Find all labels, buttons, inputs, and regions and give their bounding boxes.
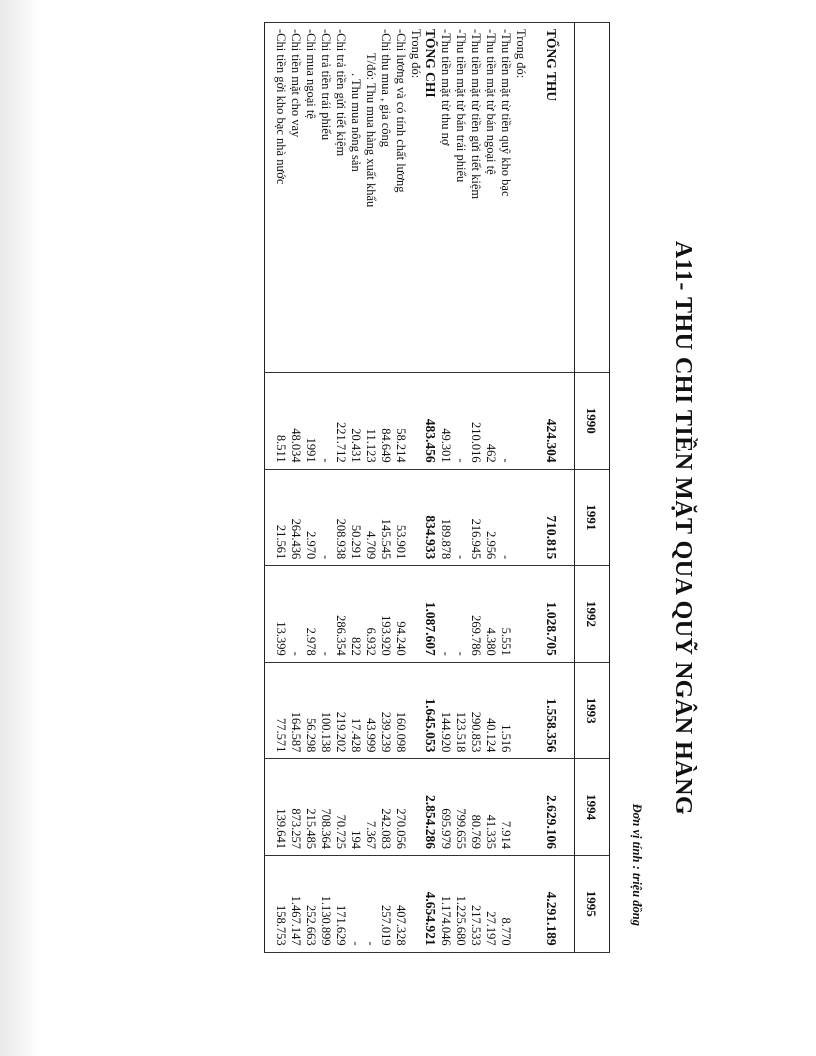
table-cell: 2.956 (483, 469, 498, 566)
table-cell: 21.561 (273, 469, 288, 566)
table-cell: - (498, 373, 513, 470)
table-cell: - (363, 855, 378, 952)
table-cell: 41.335 (483, 759, 498, 856)
table-cell: 219.202 (333, 662, 348, 759)
table-row (288, 23, 303, 953)
table-cell: 4.709 (363, 469, 378, 566)
table-cell: 257.019 (378, 855, 393, 952)
table-cell: 1991 (303, 373, 318, 470)
table-cell: 215.485 (303, 759, 318, 856)
table-cell: 708.364 (318, 759, 333, 856)
table-row (348, 23, 363, 953)
table-cell: 58.214 (393, 373, 408, 470)
table-cell: - (318, 566, 333, 663)
table-cell: 13.399 (273, 566, 288, 663)
table-cell: 208.938 (333, 469, 348, 566)
table-cell: 4.654.921 (423, 855, 438, 952)
table-cell: 216.945 (468, 469, 483, 566)
table-cell: 407.328 (393, 855, 408, 952)
table-cell: 56.298 (303, 662, 318, 759)
table-cell: 160.098 (393, 662, 408, 759)
table-cell: 483.456 (423, 373, 438, 470)
table-cell: 6.932 (363, 566, 378, 663)
total-expense-label: TỔNG CHI (423, 23, 438, 373)
table-cell: 189.878 (438, 469, 453, 566)
row-label: -Chi trả tiền gửi tiết kiệm (333, 23, 348, 373)
table-cell: 20.431 (348, 373, 363, 470)
table-cell: 290.853 (468, 662, 483, 759)
table-cell: 1.174.046 (438, 855, 453, 952)
table-cell: - (453, 469, 468, 566)
year-header: 1991 (575, 469, 610, 566)
total-income-label: TỔNG THU (528, 23, 575, 373)
table-cell: 1.130.899 (318, 855, 333, 952)
table-cell: 2.978 (303, 566, 318, 663)
table-cell: - (348, 855, 363, 952)
table-cell: - (318, 469, 333, 566)
row-label: -Thu tiền mặt từ tiền gửi tiết kiệm (468, 23, 483, 373)
table-row (438, 23, 453, 953)
table-cell: 50.291 (348, 469, 363, 566)
table-cell: 100.138 (318, 662, 333, 759)
header-blank-cell (575, 23, 610, 373)
table-cell: 53.901 (393, 469, 408, 566)
table-cell: 799.655 (453, 759, 468, 856)
table-cell: 7.914 (498, 759, 513, 856)
table-cell: 210.016 (468, 373, 483, 470)
table-row (393, 23, 408, 953)
total-income-row (528, 23, 575, 953)
table-cell: 70.725 (333, 759, 348, 856)
table-cell: 193.920 (378, 566, 393, 663)
table-cell: - (318, 373, 333, 470)
table-cell: - (288, 566, 303, 663)
table-row (273, 23, 288, 953)
table-cell: 252.663 (303, 855, 318, 952)
cash-flow-table (264, 22, 610, 953)
year-header: 1995 (575, 855, 610, 952)
table-cell: 49.301 (438, 373, 453, 470)
table-row (378, 23, 393, 953)
unit-note: Đơn vị tính : triệu đồng (630, 803, 644, 926)
table-row (303, 23, 318, 953)
breakdown-label: Trong đó: (513, 23, 528, 373)
row-label: -Chi tiền mặt cho vay (288, 23, 303, 373)
table-cell: 462 (483, 373, 498, 470)
table-cell: 145.545 (378, 469, 393, 566)
table-cell: 164.587 (288, 662, 303, 759)
table-bottom-spacer (265, 23, 274, 953)
table-cell: 7.367 (363, 759, 378, 856)
table-cell: 2.629.106 (528, 759, 575, 856)
table-cell: 80.769 (468, 759, 483, 856)
table-cell: 8.770 (498, 855, 513, 952)
row-label: -Chi trả tiền trái phiếu (318, 23, 333, 373)
year-header: 1994 (575, 759, 610, 856)
row-label: T/đó: Thu mua hàng xuất khẩu (363, 23, 378, 373)
row-label: -Thu tiền mặt từ thu nợ (438, 23, 453, 373)
table-cell: 269.786 (468, 566, 483, 663)
breakdown-label: Trong đó: (408, 23, 423, 373)
row-label: -Thu tiền mặt từ bán ngoại tệ (483, 23, 498, 373)
row-label: . Thu mua nông sản (348, 23, 363, 373)
table-cell: 1.087.607 (423, 566, 438, 663)
table-cell: 27.197 (483, 855, 498, 952)
row-label: -Chi thu mua , gia công (378, 23, 393, 373)
table-cell: 873.257 (288, 759, 303, 856)
row-label: -Thu tiền mặt từ tiền quỹ kho bạc (498, 23, 513, 373)
table-cell: 194 (348, 759, 363, 856)
table-cell: 1.028.705 (528, 566, 575, 663)
table-cell: 1.558.356 (528, 662, 575, 759)
table-cell: - (438, 566, 453, 663)
table-cell: 264.436 (288, 469, 303, 566)
year-header: 1990 (575, 373, 610, 470)
table-cell: 158.753 (273, 855, 288, 952)
table-cell: 217.533 (468, 855, 483, 952)
table-cell: - (498, 469, 513, 566)
table-cell: 695.979 (438, 759, 453, 856)
table-cell: 8.511 (273, 373, 288, 470)
breakdown-label-row (408, 23, 423, 953)
table-cell: 2.854.286 (423, 759, 438, 856)
table-cell: 4.380 (483, 566, 498, 663)
table-row (333, 23, 348, 953)
table-cell: 171.629 (333, 855, 348, 952)
table-row (363, 23, 378, 953)
table-cell: 84.649 (378, 373, 393, 470)
table-cell: 17.428 (348, 662, 363, 759)
table-cell: 710.815 (528, 469, 575, 566)
table-cell: 40.124 (483, 662, 498, 759)
table-cell: 270.056 (393, 759, 408, 856)
row-label: -Chi lương và có tính chất lương (393, 23, 408, 373)
page-title: A11- THU CHI TIỀN MẶT QUA QUỸ NGÂN HÀNG (670, 240, 696, 816)
total-expense-row (423, 23, 438, 953)
table-cell: 221.712 (333, 373, 348, 470)
table-cell: 77.571 (273, 662, 288, 759)
table-cell: 4.291.189 (528, 855, 575, 952)
table-cell: 1.467.147 (288, 855, 303, 952)
table-cell: 144.920 (438, 662, 453, 759)
table-cell: 139.641 (273, 759, 288, 856)
table-cell: 43.999 (363, 662, 378, 759)
table-cell: 1.645.053 (423, 662, 438, 759)
table-row (318, 23, 333, 953)
table-cell: 1.516 (498, 662, 513, 759)
table-cell: 48.034 (288, 373, 303, 470)
table-cell: 242.083 (378, 759, 393, 856)
table-cell: 5.551 (498, 566, 513, 663)
table-cell: - (453, 566, 468, 663)
table-cell: 239.239 (378, 662, 393, 759)
table-cell: 123.518 (453, 662, 468, 759)
table-cell: - (453, 373, 468, 470)
row-label: -Chi tiền gởi kho bạc nhà nước (273, 23, 288, 373)
table-row (498, 23, 513, 953)
table-row (483, 23, 498, 953)
year-header: 1992 (575, 566, 610, 663)
table-cell: 94.240 (393, 566, 408, 663)
table-header-row (575, 23, 610, 953)
table-cell: 834.933 (423, 469, 438, 566)
table-cell: 1.225.680 (453, 855, 468, 952)
table-cell: 822 (348, 566, 363, 663)
table-cell: 2.970 (303, 469, 318, 566)
row-label: -Chi mua ngoại tệ (303, 23, 318, 373)
table-row (468, 23, 483, 953)
row-label: -Thu tiền mặt từ bán trái phiếu (453, 23, 468, 373)
breakdown-label-row (513, 23, 528, 953)
table-cell: 424.304 (528, 373, 575, 470)
table-row (453, 23, 468, 953)
table-cell: 286.354 (333, 566, 348, 663)
year-header: 1993 (575, 662, 610, 759)
table-cell: 11.123 (363, 373, 378, 470)
